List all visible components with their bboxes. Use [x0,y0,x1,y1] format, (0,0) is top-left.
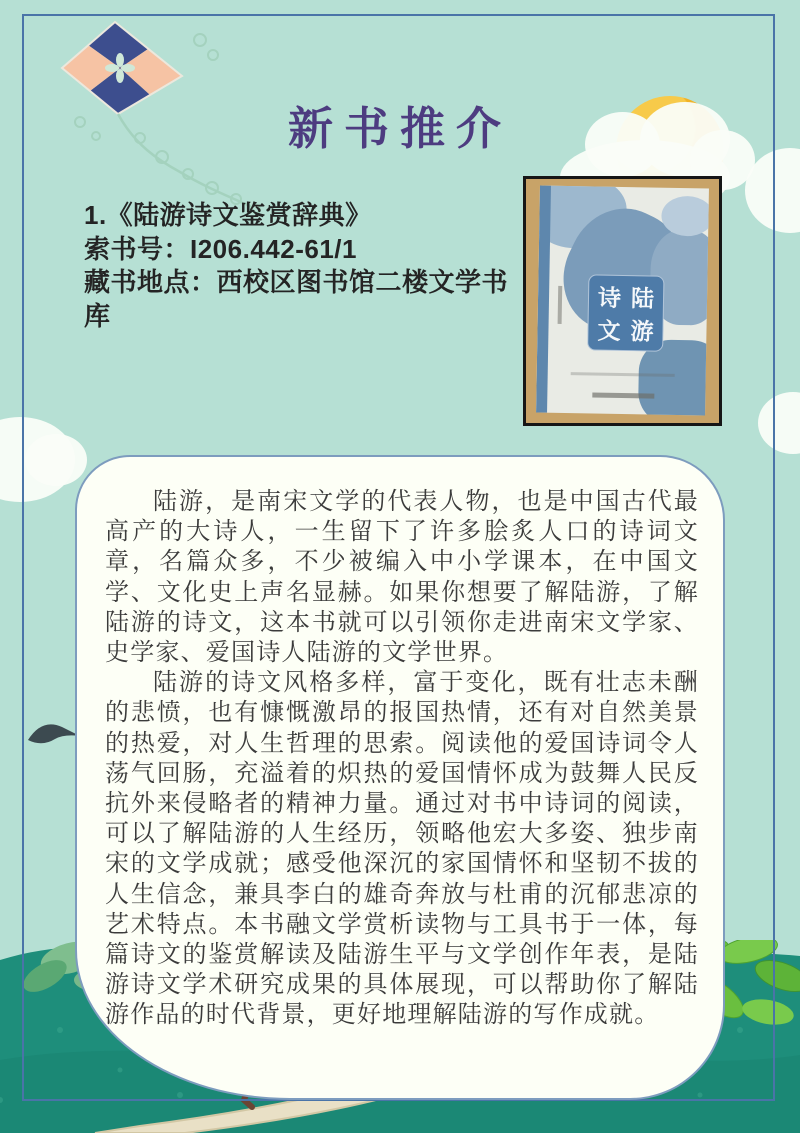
cloud-icon [745,148,800,233]
cover-char: 游 [630,319,654,345]
cover-author-mark [558,286,563,324]
book-title-line: 1.《陆游诗文鉴赏辞典》 [84,200,372,230]
book-cover [536,186,709,416]
cloud-icon [758,392,800,454]
description-paragraph-1: 陆游，是南宋文学的代表人物，也是中国古代最高产的大诗人，一生留下了许多脍炙人口的诗词文章，名篇众多，不少被编入中小学课本，在中国文学、文化史上声名显赫。如果你想要了解陆游，了解陆游的诗文，这本书就可以引领你走进南宋文学家、史学家、爱国诗人陆游的文学世界。 [105,489,699,667]
call-number-line: 索书号：I206.442-61/1 [84,233,357,264]
book-cover-photo [523,176,722,426]
cover-title-plaque [587,274,664,351]
cover-char: 陆 [630,286,655,312]
book-info-block [84,199,516,333]
description-box [75,455,725,1100]
cover-publisher-mark [592,392,654,398]
location-line: 藏书地点：西校区图书馆二楼文学书库 [84,267,509,331]
cover-char: 诗 [597,285,622,311]
cover-spine [536,186,551,413]
description-paragraph-2: 陆游的诗文风格多样，富于变化，既有壮志未酬的悲愤，也有慷慨激昂的报国热情，还有对自然美景的热爱，对人生哲理的思索。阅读他的爱国诗词令人荡气回肠，充溢着的炽热的爱国情怀成为鼓舞人民反抗外来侵略者的精神力量。通过对书中诗词的阅读，可以了解陆游的人生经历，领略他宏大多姿、独步南宋的文学成就；感受他深沉的家国情怀和坚韧不拔的人生信念，兼具李白的雄奇奔放与杜甫的沉郁悲凉的艺术特点。本书融文学赏析读物与工具书于一体，每篇诗文的鉴赏解读及陆游生平与文学创作年表，是陆游诗文学术研究成果的具体展现，可以帮助你了解陆游作品的时代背景，更好地理解陆游的写作成就。 [105,670,699,1029]
cover-char: 文 [597,318,621,344]
cover-slogan-mark [571,372,675,377]
page-title: 新书推介 [287,104,512,154]
